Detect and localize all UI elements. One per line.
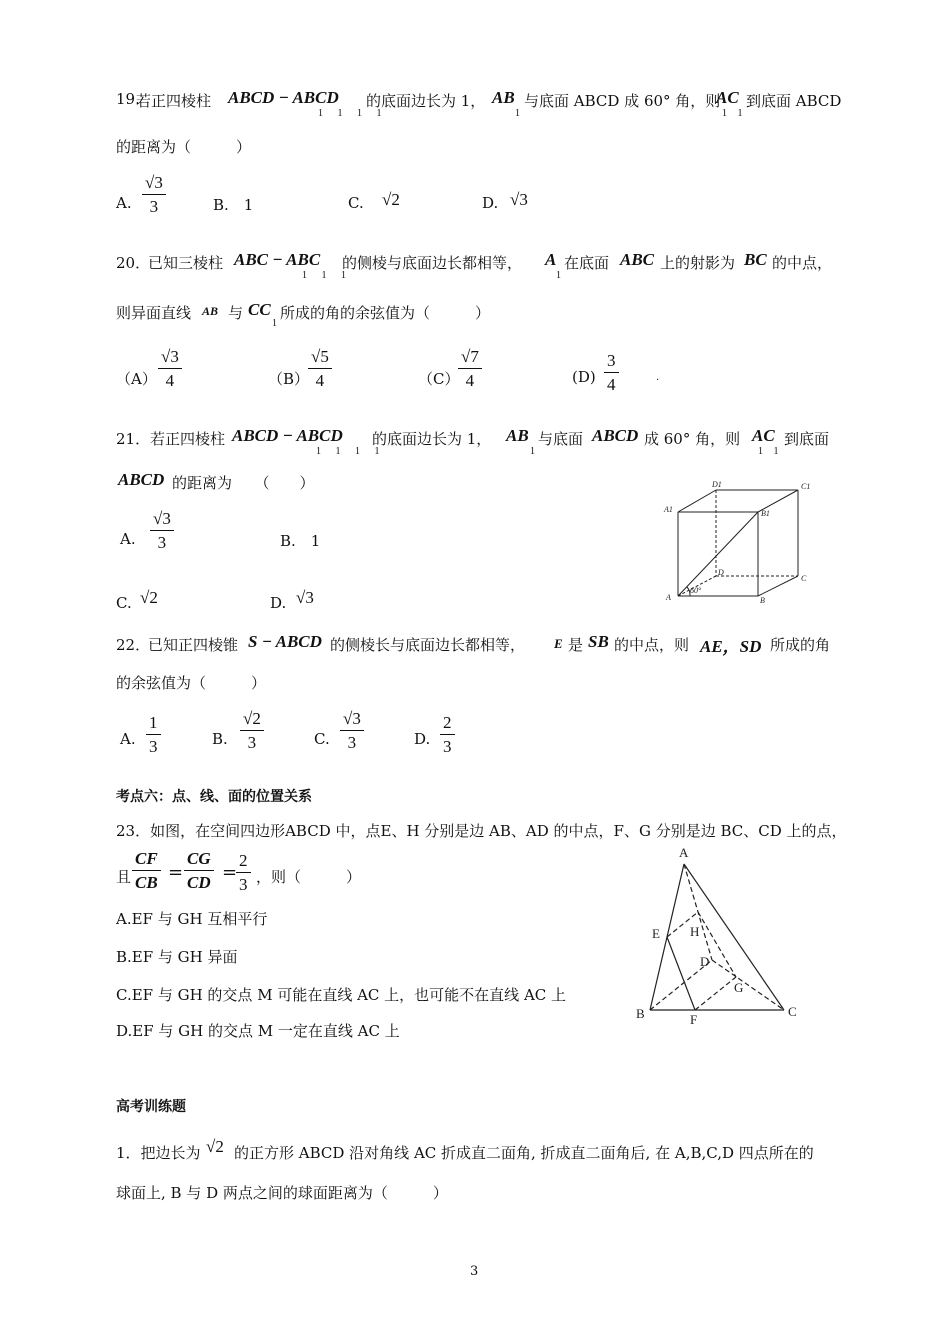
cube-label-d1: D1 [712,480,722,489]
q19-text-2: 的底面边长为 1， [366,92,486,110]
tetra-label-e: E [652,926,660,941]
q23-f3-num: 2 [236,852,251,873]
q19-sub-ac1: 1 1 [722,108,747,119]
q21-math-abcd: ABCD [592,426,639,445]
q23-qie: 且 [116,868,132,886]
q22-d-num: 2 [440,714,455,735]
q20-option-d: (D) [572,368,596,386]
q20-c-den: 4 [465,371,475,390]
section-6-heading: 考点六：点、线、面的位置关系 [116,789,312,805]
q20-option-d-fraction [604,352,619,393]
q21-a-den: 3 [157,533,167,552]
q21-option-b: B. 1 [280,532,321,550]
tetra-label-c: C [788,1004,797,1019]
q22-option-b: B. [212,730,228,748]
q21-line-2: 的距离为 （ ） [172,474,315,492]
q21-text-2: 的底面边长为 1， [372,430,492,448]
q20-option-b: （B） [268,370,310,388]
q20-math-prism: ABC − ABC [234,250,321,269]
q19-math-ac1: AC [716,88,739,107]
q20-line2-math-cc1: CC [248,300,271,319]
q19-option-c-value: √2 [382,190,400,209]
q21-option-c-value: √2 [140,588,158,607]
tetra-label-b: B [636,1006,645,1021]
cube-label-a1: A1 [664,505,673,514]
q21-math-ac1: AC [752,426,775,445]
q21-option-d: D. [270,594,287,612]
cube-label-c: C [801,574,807,583]
q19-sub-ab1: 1 [515,108,520,119]
cube-label-b: B [760,596,765,605]
q21-option-c: C. [116,594,132,612]
q22-option-b-fraction [240,710,264,751]
q20-line2-math-ab: AB [202,304,219,318]
tetra-label-a: A [679,845,689,860]
page-number: 3 [470,1264,479,1279]
q22-c-den: 3 [347,733,357,752]
q21-text-3: 与底面 [538,430,584,448]
q20-line2-text-b: 与 [228,304,244,322]
q19-option-d-value: √3 [510,190,528,209]
q22-option-d-fraction [440,714,455,755]
q19-option-c: C. [348,194,364,212]
q20-option-a-fraction [158,348,182,389]
q21-line2-math: ABCD [118,470,165,489]
q22-b-den: 3 [247,733,257,752]
tetra-edge-cd-hidden [712,960,784,1010]
q19-math-ab1: AB [492,88,515,107]
q21-text-5: 到底面 [784,430,830,448]
q22-number: 22． [116,636,151,654]
cube-label-angle: 60° [690,586,702,595]
q20-math-abc: ABC [620,250,655,269]
q20-number: 20． [116,254,151,272]
q20-math-bc: BC [744,250,767,269]
q20-option-a: （A） [116,370,157,388]
q22-option-d: D. [414,730,431,748]
q20-d-den: 4 [607,375,616,394]
q22-text-5: 所成的角 [770,636,831,654]
q19-option-a-fraction [142,174,166,215]
q22-math-ae-sd: AE，SD [700,637,762,656]
q23-fraction-cg-cd [184,850,214,891]
q22-math-sb: SB [588,632,609,651]
q22-d-den: 3 [443,737,452,756]
q20-subscripts: 1 1 1 [302,270,352,281]
q23-f2-den: CD [187,873,211,892]
q22-line-2: 的余弦值为（ ） [116,674,267,692]
tetra-label-d: D [700,954,710,969]
q20-option-c: （C） [418,370,460,388]
q20-text-1: 已知三棱柱 [148,254,224,272]
q23-fraction-cf-cb [132,850,161,891]
q20-a-num: √3 [158,348,182,369]
q23-option-a: A.EF 与 GH 互相平行 [116,910,268,928]
cube-label-c1: C1 [801,482,811,491]
q21-option-a-fraction [150,510,174,551]
gk1-sqrt: √2 [206,1137,224,1156]
q19-text-1: 若正四棱柱 [136,92,212,110]
q19-line-2: 的距离为（ ） [116,138,252,156]
q20-a-den: 4 [165,371,175,390]
q19-math-prism: ABCD − ABCD [228,88,339,107]
q20-trailing-dot: . [656,372,660,383]
q23-f1-den: CB [135,873,158,892]
q22-text-1: 已知正四棱锥 [148,636,239,654]
q22-option-c: C. [314,730,330,748]
tetra-segment-fg-hidden [695,977,736,1010]
q22-math-e: E [554,636,563,651]
q21-text-4: 成 60° 角，则 [644,430,741,448]
q19-option-d: D. [482,194,499,212]
q20-c-num: √7 [458,348,482,369]
q19-text-3: 与底面 ABCD 成 60° 角，则 [524,92,721,110]
q23-fraction-2-3 [236,852,251,893]
q22-c-num: √3 [340,710,364,731]
q23-tetrahedron-figure [630,842,810,1032]
gk1-line-2: 球面上, B 与 D 两点之间的球面距离为（ ） [116,1184,448,1202]
q23-f2-num: CG [184,850,214,871]
q20-math-a1: A [545,250,557,269]
q23-option-b: B.EF 与 GH 异面 [116,948,238,966]
gaokao-heading: 高考训练题 [116,1099,186,1115]
gk1-text-2: 的正方形 ABCD 沿对角线 AC 折成直二面角, 折成直二面角后, 在 A,B,C,D 四点所在的 [234,1144,814,1162]
q23-f1-num: CF [132,850,161,871]
q21-text-1: 若正四棱柱 [150,430,226,448]
q21-option-a: A. [120,530,136,548]
q23-line-1: 23．如图，在空间四边形ABCD 中，点E、H 分别是边 AB、AD 的中点，F、G 分别是边 BC、CD 上的点， [116,822,847,840]
q23-f3-den: 3 [239,875,248,894]
q22-option-c-fraction [340,710,364,751]
tetra-label-g: G [734,980,744,995]
q21-subscripts: 1 1 1 1 [316,446,386,457]
q20-text-3: 在底面 [564,254,610,272]
q20-d-num: 3 [604,352,619,373]
q19-subscripts: 1 1 1 1 [318,108,388,119]
q22-a-den: 3 [149,737,158,756]
cube-label-a: A [666,593,671,602]
gk1-text-1: 1．把边长为 [116,1144,201,1162]
q23-option-c: C.EF 与 GH 的交点 M 可能在直线 AC 上，也可能不在直线 AC 上 [116,986,567,1004]
tetra-segment-ef [667,937,695,1010]
q23-equals-2: = [222,862,238,883]
q20-sub-a1: 1 [556,270,561,281]
q20-option-c-fraction [458,348,482,389]
q19-a-den: 3 [149,197,159,216]
q20-text-5: 的中点， [772,254,833,272]
cube-label-d: D [718,568,724,577]
q22-text-3: 是 [568,636,584,654]
q22-b-num: √2 [240,710,264,731]
q21-sub-ab1: 1 [530,446,535,457]
cube-label-b1: B1 [761,509,770,518]
cube-edge-a1d1 [678,490,716,512]
q22-option-a: A. [120,730,136,748]
q20-text-4: 上的射影为 [660,254,736,272]
q22-text-4: 的中点，则 [614,636,690,654]
q20-line2-text-a: 则异面直线 [116,304,192,322]
q21-a-num: √3 [150,510,174,531]
q20-option-b-fraction [308,348,332,389]
q19-a-num: √3 [142,174,166,195]
q19-option-a: A. [116,194,132,212]
tetra-label-f: F [690,1012,698,1027]
q21-math-ab1: AB [506,426,529,445]
q21-number: 21． [116,430,151,448]
cube-diagonal-ab1 [678,512,758,596]
q20-line2-text-c: 所成的角的余弦值为（ ） [280,304,491,322]
tetra-label-h: H [690,924,700,939]
cube-edge-bc [758,576,798,596]
q21-cube-figure [660,478,820,608]
q22-a-num: 1 [146,714,161,735]
q23-option-d: D.EF 与 GH 的交点 M 一定在直线 AC 上 [116,1022,400,1040]
q19-option-b: B. 1 [213,196,254,214]
q22-option-a-fraction [146,714,161,755]
q23-tail: ，则（ ） [256,868,362,886]
q23-equals-1: = [168,862,184,883]
q19-text-4: 到底面 ABCD [746,92,842,110]
q22-math-pyramid: S − ABCD [248,632,322,651]
q19-number: 19. [116,90,140,108]
q21-option-d-value: √3 [296,588,314,607]
q20-text-2: 的侧棱与底面边长都相等， [342,254,523,272]
q20-line2-sub: 1 [272,318,277,329]
q21-math-prism: ABCD − ABCD [232,426,343,445]
q20-b-den: 4 [315,371,325,390]
q22-text-2: 的侧棱长与底面边长都相等， [330,636,526,654]
q20-b-num: √5 [308,348,332,369]
q21-sub-ac1: 1 1 [758,446,783,457]
